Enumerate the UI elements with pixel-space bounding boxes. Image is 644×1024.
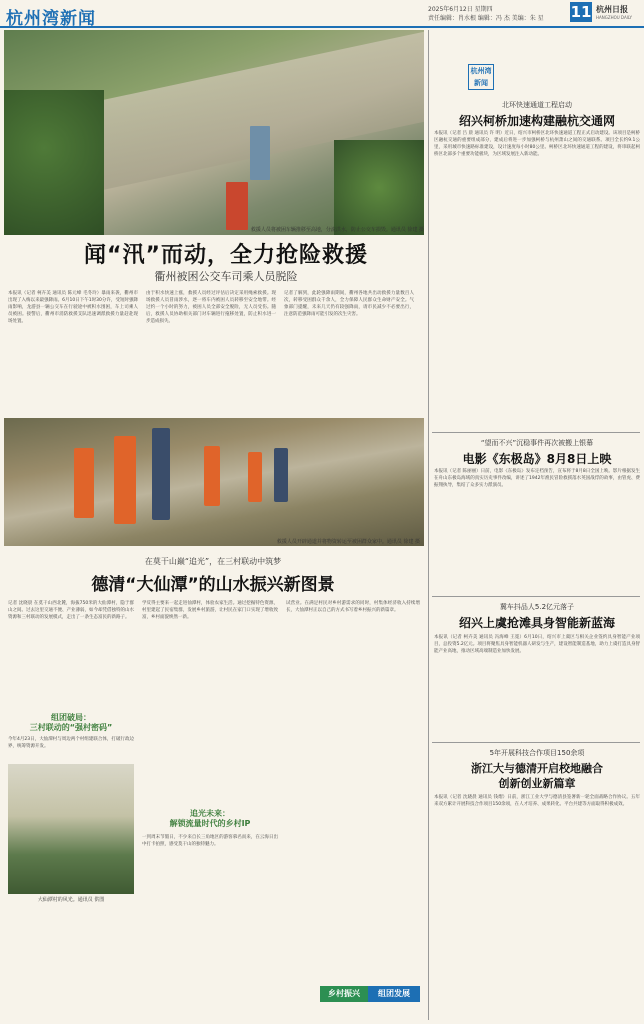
paper-logo-sub: HANGZHOU DAILY (596, 15, 632, 20)
group-development-badge: 组团发展 (368, 986, 420, 1002)
section-title: 杭州湾新闻 (6, 9, 96, 29)
story3-kicker: “望而不兴”沉稳事件再次被搬上银幕 (480, 439, 594, 447)
story2-headline: 绍兴柯桥加速构建融杭交通网 (458, 114, 615, 128)
rescuer-figure (248, 452, 262, 502)
rescuer-figure (204, 446, 220, 506)
story4-subhead1: 组团破局： (51, 713, 91, 722)
story5-headline: 绍兴上虞抢滩具身智能新蓝海 (458, 616, 615, 630)
lead-body-col2: 由于积水快速上涨，救援人员经过评估后决定采用绳索救援。现场救援人员冒雨涉水，逐一将车内被困人员转移至安全地带。经过约一个小时的努力，被困人员全部安全脱险，无人员受伤。随后，救援人员协助相关部门对车辆进行拖移处置，防止积水进一步造成损失。 (146, 291, 276, 324)
divider (432, 432, 640, 433)
rural-revival-badge: 乡村振兴 (320, 986, 368, 1002)
rescuer-figure (74, 448, 94, 518)
story6-headline-line2: 创新创业新篇章 (498, 777, 576, 790)
story5-body: 本报讯（记者 柯卉美 通讯员 冯海峰 王冕）6月10日，绍兴市上虞区与相关企业签约具身智能产业项目，总投资5.2亿元。项目将聚焦具身智能机器人研发与生产，建设智能制造基地，助力上虞打造具身智能产业高地，推动区域高端制造业加快发展。 (434, 635, 640, 654)
story4-headline: 德清“大仙潭”的山水振兴新图景 (91, 575, 335, 595)
story4-kicker: 在莫干山巅“追光”，在三村联动中筑梦 (144, 557, 282, 566)
story4-body-col1b: 今年4月23日，大仙潭村与周边两个村组建联合体，打破行政边界，统筹资源开发。 (8, 737, 134, 749)
story3-headline: 电影《东极岛》8月8日上映 (462, 452, 612, 466)
masthead (0, 0, 644, 28)
story2-body: 本报讯（记者 吕 晨 通讯员 许 明）近日，绍兴市柯桥区北环快速通道工程正式启动建设。该项目是柯桥区融杭交通的重要组成部分，建成后将进一步加强柯桥与杭州萧山之间的交通联系。项目全长约9.1公里，采用城市快速路标准建设，设计速度每小时80公里。柯桥区北环快速通道工程的建设，将串联起柯桥区北部多个重要功能板块，为区域发展注入新动能。 (434, 131, 640, 157)
divider (432, 596, 640, 597)
trees-right (334, 140, 424, 235)
page-number: 11 (570, 3, 592, 21)
column-divider (428, 30, 429, 1020)
lead-subhead: 衢州被困公交车司乘人员脱险 (154, 270, 298, 283)
lead-body-col1: 本报讯（记者 柯卉美 通讯员 陈元峰 毛冬玲）暴雨来袭，衢州市出现了入梅以来最强降雨。6月10日下午1时30分许，受短时强降雨影响，龙游县一辆公交车在行驶途中被积水围困，车上司乘人员被困。接警后，衢州市消防救援支队迅速调派救援力量赶赴现场处置。 (8, 291, 138, 324)
story2-kicker: 北环快速通道工程启动 (502, 101, 572, 109)
story4-subhead1b: 三村联动的“强村密码” (29, 723, 113, 732)
story6-headline-line1: 浙江大与德清开启校地融合 (471, 762, 603, 775)
story4-body-col3: 试营业。在满足村民对乡村游需求的同时，村集体经济收入持续增长，大仙潭村正以自己的方式书写着乡村振兴的新篇章。 (286, 601, 420, 613)
lead-photo (4, 30, 424, 235)
story6-body: 本报讯（记者 沈晓晨 通讯员 钱熠）日前，浙江工业大学与德清县签署新一轮全面战略合作协议。五年来双方累计开展科技合作项目150余项，在人才培养、成果转化、平台共建等方面取得积极成效。 (434, 795, 640, 807)
rescuer-figure (114, 436, 136, 524)
villager-figure (152, 428, 170, 520)
bus-icon (250, 126, 270, 180)
story4-subhead2: 追光未来： (190, 809, 230, 818)
trees-left (4, 90, 104, 235)
section-logo: 杭州湾 新闻 (468, 64, 494, 90)
date-line: 2025年6月12日 星期四 (428, 6, 493, 13)
story4-body-col2: 学反得主要来一起走进仙潭村，体验农家生活。通过挖掘特色资源，村里建起了民宿集群，发展乡村旅游，让村民在家门口实现了增收致富，乡村面貌焕然一新。 (142, 601, 278, 620)
rescue-photo-caption: 救援人员开辟通道并将物资转运至被困群众家中。通讯员 徐建 摄 (276, 539, 420, 545)
story6-kicker: 5年开展科技合作项目150余项 (489, 749, 585, 757)
lead-body-col3: 记者了解到，此轮强降雨期间，衢州各地共出动救援力量数百人次，转移受困群众千余人，全力保障人民群众生命财产安全。气象部门提醒，未来几天仍有较强降雨，请市民减少不必要出行，注意防范强降雨可能引发的次生灾害。 (284, 291, 414, 317)
villager-figure (274, 448, 288, 502)
paper-logo: 杭州日报 (596, 4, 628, 14)
story4-body-col1: 记者 沈晓晨 在莫干山西北麓，海拔750米的大仙潭村，隐于群山之间。过去这里交通不便、产业薄弱，如今却凭借独特的山水资源和三村联动的发展模式，走出了一条生态富民的新路子。 (8, 601, 134, 620)
editor-line: 责任编辑：肖水根 编辑：冯 杰 美编：朱 星 (428, 15, 544, 22)
lead-photo-caption: 救援人员将被困车辆推移至高地，分流洪水，防止公交车损毁。通讯员 徐建 摄 (250, 227, 424, 233)
story4-subhead2b: 解锁流量时代的乡村IP (169, 819, 251, 828)
village-photo-caption: 大仙潭村的风光。通讯员 供图 (37, 897, 105, 903)
fire-truck-icon (226, 182, 248, 230)
lead-headline: 闻“汛”而动，全力抢险救援 (84, 243, 368, 268)
story5-kicker: 冀车抖品人5.2亿元落子 (499, 603, 575, 611)
divider (432, 742, 640, 743)
story4-body-col2b: 一到周末节假日，不少来自长三角地区的游客慕名而来，在云海日出中打卡拍照，感受莫干山的独特魅力。 (142, 835, 278, 847)
story3-body: 本报讯（记者 陈丽丽）日前，电影《东极岛》发布定档预告，宣布将于8月8日全国上映。影片根据发生在舟山东极岛海域的真实历史事件改编，讲述了1942年渔民冒险救援落水英国战俘的故事，由管虎、费振翔执导，集结了众多实力派演员。 (434, 469, 640, 488)
village-photo (8, 764, 134, 894)
rescue-photo (4, 418, 424, 546)
